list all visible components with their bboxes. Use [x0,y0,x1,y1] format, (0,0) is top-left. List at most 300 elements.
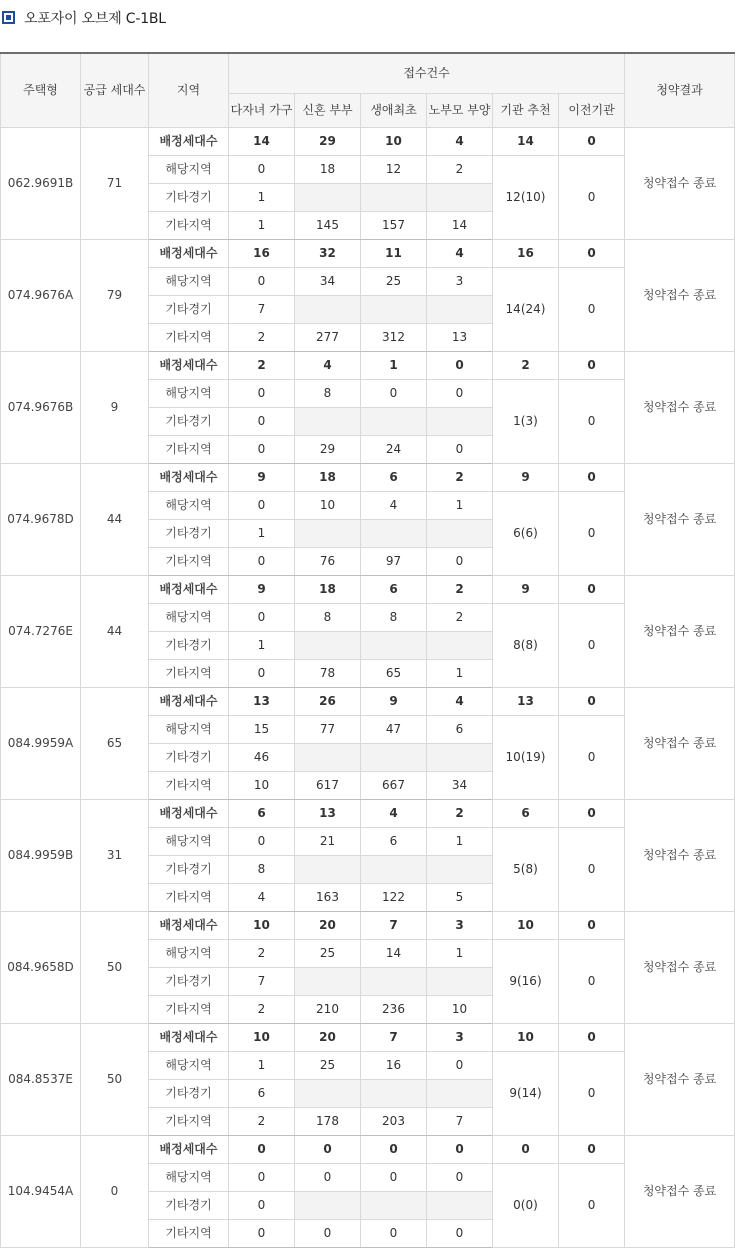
alloc-first-life-cell: 10 [361,127,427,155]
other-multi-child-cell: 10 [229,771,295,799]
other-first-life-cell: 667 [361,771,427,799]
relocation-applications-cell: 0 [559,1051,625,1135]
gyeonggi-multi-child-cell: 46 [229,743,295,771]
other-first-life-cell: 203 [361,1107,427,1135]
result-cell: 청약접수 종료 [625,911,735,1023]
gyeonggi-multi-child-cell: 7 [229,295,295,323]
empty-cell [361,1079,427,1107]
local-newlywed-cell: 25 [295,939,361,967]
row-label-gyeonggi: 기타경기 [149,631,229,659]
row-label-allocation: 배정세대수 [149,463,229,491]
result-cell: 청약접수 종료 [625,239,735,351]
row-label-gyeonggi: 기타경기 [149,407,229,435]
page-title: 오포자이 오브제 C-1BL [24,11,166,27]
table-row [1,463,735,491]
row-label-gyeonggi: 기타경기 [149,183,229,211]
local-first-life-cell: 12 [361,155,427,183]
other-multi-child-cell: 1 [229,211,295,239]
table-row [1,911,735,939]
local-multi-child-cell: 0 [229,827,295,855]
subscription-results-table [0,52,735,1248]
supply-units-cell: 79 [81,239,149,351]
result-cell: 청약접수 종료 [625,351,735,463]
alloc-relocation-cell: 0 [559,127,625,155]
row-label-gyeonggi: 기타경기 [149,855,229,883]
housing-type-cell: 074.9676A [1,239,81,351]
alloc-elderly-parent-cell: 2 [427,575,493,603]
gyeonggi-multi-child-cell: 1 [229,631,295,659]
empty-cell [361,1191,427,1219]
supply-units-cell: 65 [81,687,149,799]
alloc-newlywed-cell: 29 [295,127,361,155]
supply-units-cell: 31 [81,799,149,911]
local-multi-child-cell: 0 [229,155,295,183]
local-first-life-cell: 4 [361,491,427,519]
housing-type-group [1,687,735,799]
local-newlywed-cell: 0 [295,1163,361,1191]
other-first-life-cell: 24 [361,435,427,463]
empty-cell [295,855,361,883]
institution-applications-cell: 6(6) [493,491,559,575]
row-label-gyeonggi: 기타경기 [149,519,229,547]
institution-applications-cell: 8(8) [493,603,559,687]
local-multi-child-cell: 0 [229,267,295,295]
other-elderly-parent-cell: 13 [427,323,493,351]
row-label-other: 기타지역 [149,659,229,687]
alloc-multi-child-cell: 2 [229,351,295,379]
row-label-gyeonggi: 기타경기 [149,1191,229,1219]
gyeonggi-multi-child-cell: 7 [229,967,295,995]
other-newlywed-cell: 210 [295,995,361,1023]
housing-type-group [1,1023,735,1135]
local-first-life-cell: 14 [361,939,427,967]
other-elderly-parent-cell: 0 [427,435,493,463]
alloc-newlywed-cell: 20 [295,911,361,939]
result-cell: 청약접수 종료 [625,687,735,799]
other-newlywed-cell: 178 [295,1107,361,1135]
row-label-gyeonggi: 기타경기 [149,967,229,995]
empty-cell [295,519,361,547]
alloc-elderly-parent-cell: 0 [427,351,493,379]
local-elderly-parent-cell: 6 [427,715,493,743]
other-elderly-parent-cell: 7 [427,1107,493,1135]
page-header [0,0,736,52]
table-row [1,1135,735,1163]
row-label-allocation: 배정세대수 [149,1023,229,1051]
table-row [1,799,735,827]
relocation-applications-cell: 0 [559,939,625,1023]
alloc-first-life-cell: 0 [361,1135,427,1163]
alloc-first-life-cell: 4 [361,799,427,827]
empty-cell [427,1191,493,1219]
housing-type-cell: 084.9658D [1,911,81,1023]
local-elderly-parent-cell: 2 [427,155,493,183]
supply-units-cell: 9 [81,351,149,463]
institution-applications-cell: 5(8) [493,827,559,911]
housing-type-group [1,351,735,463]
alloc-elderly-parent-cell: 2 [427,799,493,827]
empty-cell [427,407,493,435]
empty-cell [295,967,361,995]
other-newlywed-cell: 78 [295,659,361,687]
local-newlywed-cell: 10 [295,491,361,519]
row-label-local: 해당지역 [149,1163,229,1191]
local-newlywed-cell: 34 [295,267,361,295]
alloc-institution-cell: 0 [493,1135,559,1163]
alloc-relocation-cell: 0 [559,463,625,491]
alloc-first-life-cell: 11 [361,239,427,267]
housing-type-group [1,1135,735,1247]
alloc-institution-cell: 10 [493,911,559,939]
empty-cell [427,295,493,323]
empty-cell [361,407,427,435]
other-elderly-parent-cell: 14 [427,211,493,239]
local-multi-child-cell: 2 [229,939,295,967]
alloc-multi-child-cell: 10 [229,911,295,939]
alloc-relocation-cell: 0 [559,799,625,827]
alloc-elderly-parent-cell: 0 [427,1135,493,1163]
other-first-life-cell: 97 [361,547,427,575]
empty-cell [361,631,427,659]
row-label-local: 해당지역 [149,267,229,295]
alloc-relocation-cell: 0 [559,575,625,603]
empty-cell [427,743,493,771]
institution-applications-cell: 1(3) [493,379,559,463]
empty-cell [427,631,493,659]
relocation-applications-cell: 0 [559,715,625,799]
other-first-life-cell: 65 [361,659,427,687]
empty-cell [295,295,361,323]
alloc-multi-child-cell: 13 [229,687,295,715]
housing-type-cell: 074.9678D [1,463,81,575]
empty-cell [427,1079,493,1107]
empty-cell [361,743,427,771]
housing-type-group [1,575,735,687]
row-label-allocation: 배정세대수 [149,799,229,827]
local-multi-child-cell: 0 [229,379,295,407]
row-label-other: 기타지역 [149,1107,229,1135]
local-newlywed-cell: 18 [295,155,361,183]
supply-units-cell: 44 [81,463,149,575]
row-label-allocation: 배정세대수 [149,127,229,155]
row-label-gyeonggi: 기타경기 [149,743,229,771]
row-label-allocation: 배정세대수 [149,1135,229,1163]
alloc-newlywed-cell: 4 [295,351,361,379]
empty-cell [295,407,361,435]
alloc-institution-cell: 6 [493,799,559,827]
other-elderly-parent-cell: 0 [427,547,493,575]
header-first-life: 생애최초 [361,93,427,127]
row-label-local: 해당지역 [149,155,229,183]
row-label-other: 기타지역 [149,323,229,351]
alloc-institution-cell: 2 [493,351,559,379]
institution-applications-cell: 9(14) [493,1051,559,1135]
local-multi-child-cell: 0 [229,491,295,519]
gyeonggi-multi-child-cell: 0 [229,1191,295,1219]
alloc-newlywed-cell: 26 [295,687,361,715]
relocation-applications-cell: 0 [559,1163,625,1247]
alloc-multi-child-cell: 9 [229,575,295,603]
local-elderly-parent-cell: 3 [427,267,493,295]
alloc-elderly-parent-cell: 4 [427,239,493,267]
alloc-newlywed-cell: 18 [295,463,361,491]
housing-type-cell: 084.8537E [1,1023,81,1135]
alloc-first-life-cell: 9 [361,687,427,715]
result-cell: 청약접수 종료 [625,575,735,687]
result-cell: 청약접수 종료 [625,799,735,911]
alloc-elderly-parent-cell: 2 [427,463,493,491]
row-label-allocation: 배정세대수 [149,239,229,267]
result-cell: 청약접수 종료 [625,1135,735,1247]
empty-cell [295,631,361,659]
row-label-local: 해당지역 [149,603,229,631]
empty-cell [295,1191,361,1219]
other-newlywed-cell: 617 [295,771,361,799]
result-cell: 청약접수 종료 [625,1023,735,1135]
row-label-local: 해당지역 [149,827,229,855]
alloc-multi-child-cell: 14 [229,127,295,155]
table-row [1,127,735,155]
other-elderly-parent-cell: 0 [427,1219,493,1247]
row-label-allocation: 배정세대수 [149,911,229,939]
relocation-applications-cell: 0 [559,827,625,911]
table-row [1,1023,735,1051]
other-multi-child-cell: 0 [229,547,295,575]
header-housing-type: 주택형 [1,53,81,127]
empty-cell [427,967,493,995]
alloc-newlywed-cell: 13 [295,799,361,827]
empty-cell [295,1079,361,1107]
header-applications: 접수건수 [229,53,625,93]
result-cell: 청약접수 종료 [625,463,735,575]
local-multi-child-cell: 1 [229,1051,295,1079]
gyeonggi-multi-child-cell: 0 [229,407,295,435]
supply-units-cell: 50 [81,1023,149,1135]
gyeonggi-multi-child-cell: 8 [229,855,295,883]
alloc-institution-cell: 10 [493,1023,559,1051]
alloc-relocation-cell: 0 [559,687,625,715]
alloc-relocation-cell: 0 [559,1023,625,1051]
local-elderly-parent-cell: 0 [427,379,493,407]
other-multi-child-cell: 2 [229,323,295,351]
other-first-life-cell: 312 [361,323,427,351]
row-label-other: 기타지역 [149,547,229,575]
other-first-life-cell: 122 [361,883,427,911]
local-elderly-parent-cell: 1 [427,491,493,519]
row-label-allocation: 배정세대수 [149,351,229,379]
supply-units-cell: 71 [81,127,149,239]
other-first-life-cell: 0 [361,1219,427,1247]
other-multi-child-cell: 2 [229,995,295,1023]
empty-cell [361,295,427,323]
housing-type-cell: 074.7276E [1,575,81,687]
row-label-other: 기타지역 [149,883,229,911]
local-newlywed-cell: 25 [295,1051,361,1079]
local-first-life-cell: 47 [361,715,427,743]
housing-type-cell: 104.9454A [1,1135,81,1247]
header-relocation: 이전기관 [559,93,625,127]
alloc-newlywed-cell: 32 [295,239,361,267]
alloc-multi-child-cell: 10 [229,1023,295,1051]
other-multi-child-cell: 0 [229,1219,295,1247]
supply-units-cell: 50 [81,911,149,1023]
local-first-life-cell: 8 [361,603,427,631]
local-first-life-cell: 25 [361,267,427,295]
header-elderly-parent: 노부모 부양 [427,93,493,127]
alloc-institution-cell: 14 [493,127,559,155]
institution-applications-cell: 14(24) [493,267,559,351]
local-elderly-parent-cell: 0 [427,1051,493,1079]
empty-cell [427,183,493,211]
table-row [1,687,735,715]
local-elderly-parent-cell: 1 [427,939,493,967]
alloc-first-life-cell: 6 [361,463,427,491]
table-header [1,53,735,127]
alloc-elderly-parent-cell: 4 [427,687,493,715]
alloc-first-life-cell: 7 [361,1023,427,1051]
gyeonggi-multi-child-cell: 1 [229,519,295,547]
alloc-elderly-parent-cell: 3 [427,911,493,939]
other-newlywed-cell: 277 [295,323,361,351]
relocation-applications-cell: 0 [559,155,625,239]
housing-type-group [1,463,735,575]
other-elderly-parent-cell: 5 [427,883,493,911]
local-elderly-parent-cell: 2 [427,603,493,631]
row-label-gyeonggi: 기타경기 [149,295,229,323]
housing-type-group [1,127,735,239]
alloc-multi-child-cell: 6 [229,799,295,827]
header-region: 지역 [149,53,229,127]
other-elderly-parent-cell: 1 [427,659,493,687]
row-label-other: 기타지역 [149,211,229,239]
local-multi-child-cell: 0 [229,603,295,631]
gyeonggi-multi-child-cell: 1 [229,183,295,211]
table-row [1,351,735,379]
local-newlywed-cell: 21 [295,827,361,855]
alloc-institution-cell: 13 [493,687,559,715]
housing-type-group [1,799,735,911]
local-multi-child-cell: 0 [229,1163,295,1191]
relocation-applications-cell: 0 [559,603,625,687]
housing-type-cell: 074.9676B [1,351,81,463]
local-elderly-parent-cell: 1 [427,827,493,855]
other-multi-child-cell: 4 [229,883,295,911]
alloc-elderly-parent-cell: 3 [427,1023,493,1051]
housing-type-group [1,239,735,351]
institution-applications-cell: 9(16) [493,939,559,1023]
other-newlywed-cell: 0 [295,1219,361,1247]
relocation-applications-cell: 0 [559,267,625,351]
local-elderly-parent-cell: 0 [427,1163,493,1191]
row-label-allocation: 배정세대수 [149,575,229,603]
other-newlywed-cell: 145 [295,211,361,239]
empty-cell [361,967,427,995]
alloc-institution-cell: 9 [493,575,559,603]
other-newlywed-cell: 76 [295,547,361,575]
alloc-first-life-cell: 7 [361,911,427,939]
empty-cell [295,743,361,771]
local-first-life-cell: 0 [361,1163,427,1191]
relocation-applications-cell: 0 [559,491,625,575]
supply-units-cell: 44 [81,575,149,687]
row-label-other: 기타지역 [149,995,229,1023]
other-newlywed-cell: 163 [295,883,361,911]
empty-cell [361,855,427,883]
row-label-local: 해당지역 [149,715,229,743]
other-elderly-parent-cell: 34 [427,771,493,799]
header-supply-units: 공급 세대수 [81,53,149,127]
empty-cell [427,855,493,883]
alloc-newlywed-cell: 0 [295,1135,361,1163]
row-label-gyeonggi: 기타경기 [149,1079,229,1107]
alloc-first-life-cell: 6 [361,575,427,603]
empty-cell [427,519,493,547]
row-label-local: 해당지역 [149,939,229,967]
row-label-other: 기타지역 [149,1219,229,1247]
alloc-newlywed-cell: 20 [295,1023,361,1051]
alloc-relocation-cell: 0 [559,911,625,939]
row-label-local: 해당지역 [149,491,229,519]
other-elderly-parent-cell: 10 [427,995,493,1023]
row-label-allocation: 배정세대수 [149,687,229,715]
alloc-newlywed-cell: 18 [295,575,361,603]
local-first-life-cell: 6 [361,827,427,855]
local-newlywed-cell: 77 [295,715,361,743]
empty-cell [361,183,427,211]
alloc-multi-child-cell: 9 [229,463,295,491]
row-label-local: 해당지역 [149,1051,229,1079]
institution-applications-cell: 0(0) [493,1163,559,1247]
other-multi-child-cell: 0 [229,435,295,463]
institution-applications-cell: 10(19) [493,715,559,799]
empty-cell [295,183,361,211]
result-cell: 청약접수 종료 [625,127,735,239]
supply-units-cell: 0 [81,1135,149,1247]
other-first-life-cell: 157 [361,211,427,239]
other-newlywed-cell: 29 [295,435,361,463]
alloc-multi-child-cell: 16 [229,239,295,267]
local-multi-child-cell: 15 [229,715,295,743]
other-first-life-cell: 236 [361,995,427,1023]
other-multi-child-cell: 0 [229,659,295,687]
header-institution: 기관 추천 [493,93,559,127]
row-label-other: 기타지역 [149,771,229,799]
alloc-relocation-cell: 0 [559,351,625,379]
other-multi-child-cell: 2 [229,1107,295,1135]
local-newlywed-cell: 8 [295,379,361,407]
housing-type-cell: 084.9959B [1,799,81,911]
local-first-life-cell: 0 [361,379,427,407]
table-row [1,575,735,603]
housing-type-group [1,911,735,1023]
header-multi-child: 다자녀 가구 [229,93,295,127]
row-label-local: 해당지역 [149,379,229,407]
gyeonggi-multi-child-cell: 6 [229,1079,295,1107]
square-bullet-icon [2,11,15,24]
alloc-relocation-cell: 0 [559,239,625,267]
local-newlywed-cell: 8 [295,603,361,631]
header-result: 청약결과 [625,53,735,127]
empty-cell [361,519,427,547]
alloc-institution-cell: 16 [493,239,559,267]
alloc-institution-cell: 9 [493,463,559,491]
alloc-relocation-cell: 0 [559,1135,625,1163]
housing-type-cell: 062.9691B [1,127,81,239]
local-first-life-cell: 16 [361,1051,427,1079]
header-newlywed: 신혼 부부 [295,93,361,127]
alloc-elderly-parent-cell: 4 [427,127,493,155]
alloc-first-life-cell: 1 [361,351,427,379]
